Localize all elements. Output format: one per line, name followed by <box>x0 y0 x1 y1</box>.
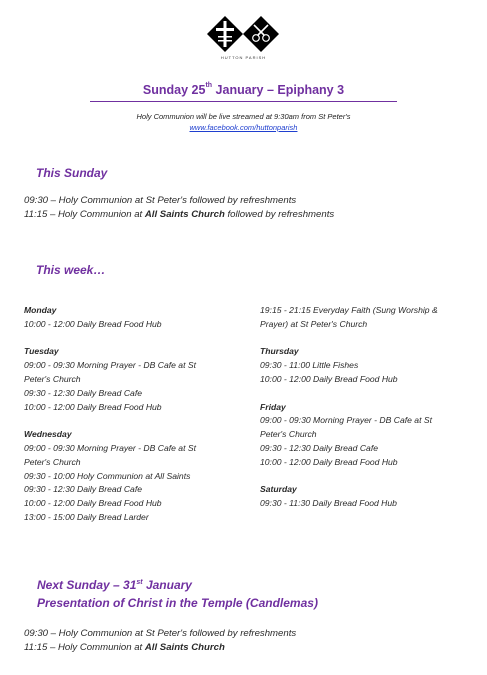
day-saturday: Saturday <box>260 484 297 495</box>
week-left-column <box>24 304 244 525</box>
event-line: 10:00 - 12:00 Daily Bread Food Hub <box>260 456 398 467</box>
service-line: 11:15 – Holy Communion at All Saints Church followed by refreshments <box>24 209 335 220</box>
logo-diamond-left <box>207 16 243 52</box>
this-week-heading: This week… <box>36 263 106 277</box>
service-line: 09:30 – Holy Communion at St Peter's followed by refreshments <box>24 628 297 639</box>
event-line: Peter's Church <box>24 456 81 467</box>
event-line: 09:30 - 10:00 Holy Communion at All Saints <box>24 470 191 481</box>
parish-name: HUTTON PARISH <box>220 55 267 60</box>
stream-link-wrap <box>0 123 487 132</box>
facebook-link[interactable]: www.facebook.com/huttonparish <box>189 123 298 132</box>
service-line: 09:30 – Holy Communion at St Peter's followed by refreshments <box>24 195 297 206</box>
day-monday: Monday <box>24 305 57 315</box>
event-line: 09:30 - 12:30 Daily Bread Cafe <box>24 387 142 398</box>
event-line: 09:30 - 11:30 Daily Bread Food Hub <box>260 498 397 509</box>
event-line: Peter's Church <box>260 429 317 440</box>
title-divider <box>90 101 397 102</box>
next-sunday-heading: Next Sunday – 31st January <box>37 578 192 592</box>
event-line: 10:00 - 12:00 Daily Bread Food Hub <box>24 498 162 509</box>
event-line: 09:30 - 12:30 Daily Bread Cafe <box>24 484 142 495</box>
event-line: 09:00 - 09:30 Morning Prayer - DB Cafe at St <box>260 415 432 426</box>
day-thursday: Thursday <box>260 346 299 357</box>
event-line: 09:00 - 09:30 Morning Prayer - DB Cafe at St <box>24 442 196 453</box>
event-line: 09:00 - 09:30 Morning Prayer - DB Cafe at St <box>24 360 196 371</box>
event-line: Peter's Church <box>24 373 81 384</box>
service-line: 11:15 – Holy Communion at All Saints Church <box>24 642 225 653</box>
event-line: 10:00 - 12:00 Daily Bread Food Hub <box>260 373 398 384</box>
day-tuesday: Tuesday <box>24 346 59 357</box>
next-sunday-services <box>24 627 296 655</box>
this-sunday-heading: This Sunday <box>36 166 108 180</box>
event-line: 10:00 - 12:00 Daily Bread Food Hub <box>24 318 162 329</box>
day-wednesday: Wednesday <box>24 429 72 440</box>
event-line: 10:00 - 12:00 Daily Bread Food Hub <box>24 401 162 412</box>
stream-note: Holy Communion will be live streamed at 9:30am from St Peter's <box>136 112 351 121</box>
this-sunday-services <box>24 194 334 222</box>
event-line: 13:00 - 15:00 Daily Bread Larder <box>24 511 149 522</box>
logo-diamond-right <box>243 16 279 52</box>
event-line: 19:15 - 21:15 Everyday Faith (Sung Worship & <box>260 305 438 315</box>
event-line: 09:30 - 11:00 Little Fishes <box>260 360 359 371</box>
event-line: 09:30 - 12:30 Daily Bread Cafe <box>260 442 378 453</box>
page-title: Sunday 25th January – Epiphany 3 <box>142 82 345 97</box>
event-line: Prayer) at St Peter's Church <box>260 318 368 329</box>
week-right-column <box>260 304 480 511</box>
next-sunday-subheading: Presentation of Christ in the Temple (Candlemas) <box>37 596 318 610</box>
day-friday: Friday <box>260 401 286 412</box>
